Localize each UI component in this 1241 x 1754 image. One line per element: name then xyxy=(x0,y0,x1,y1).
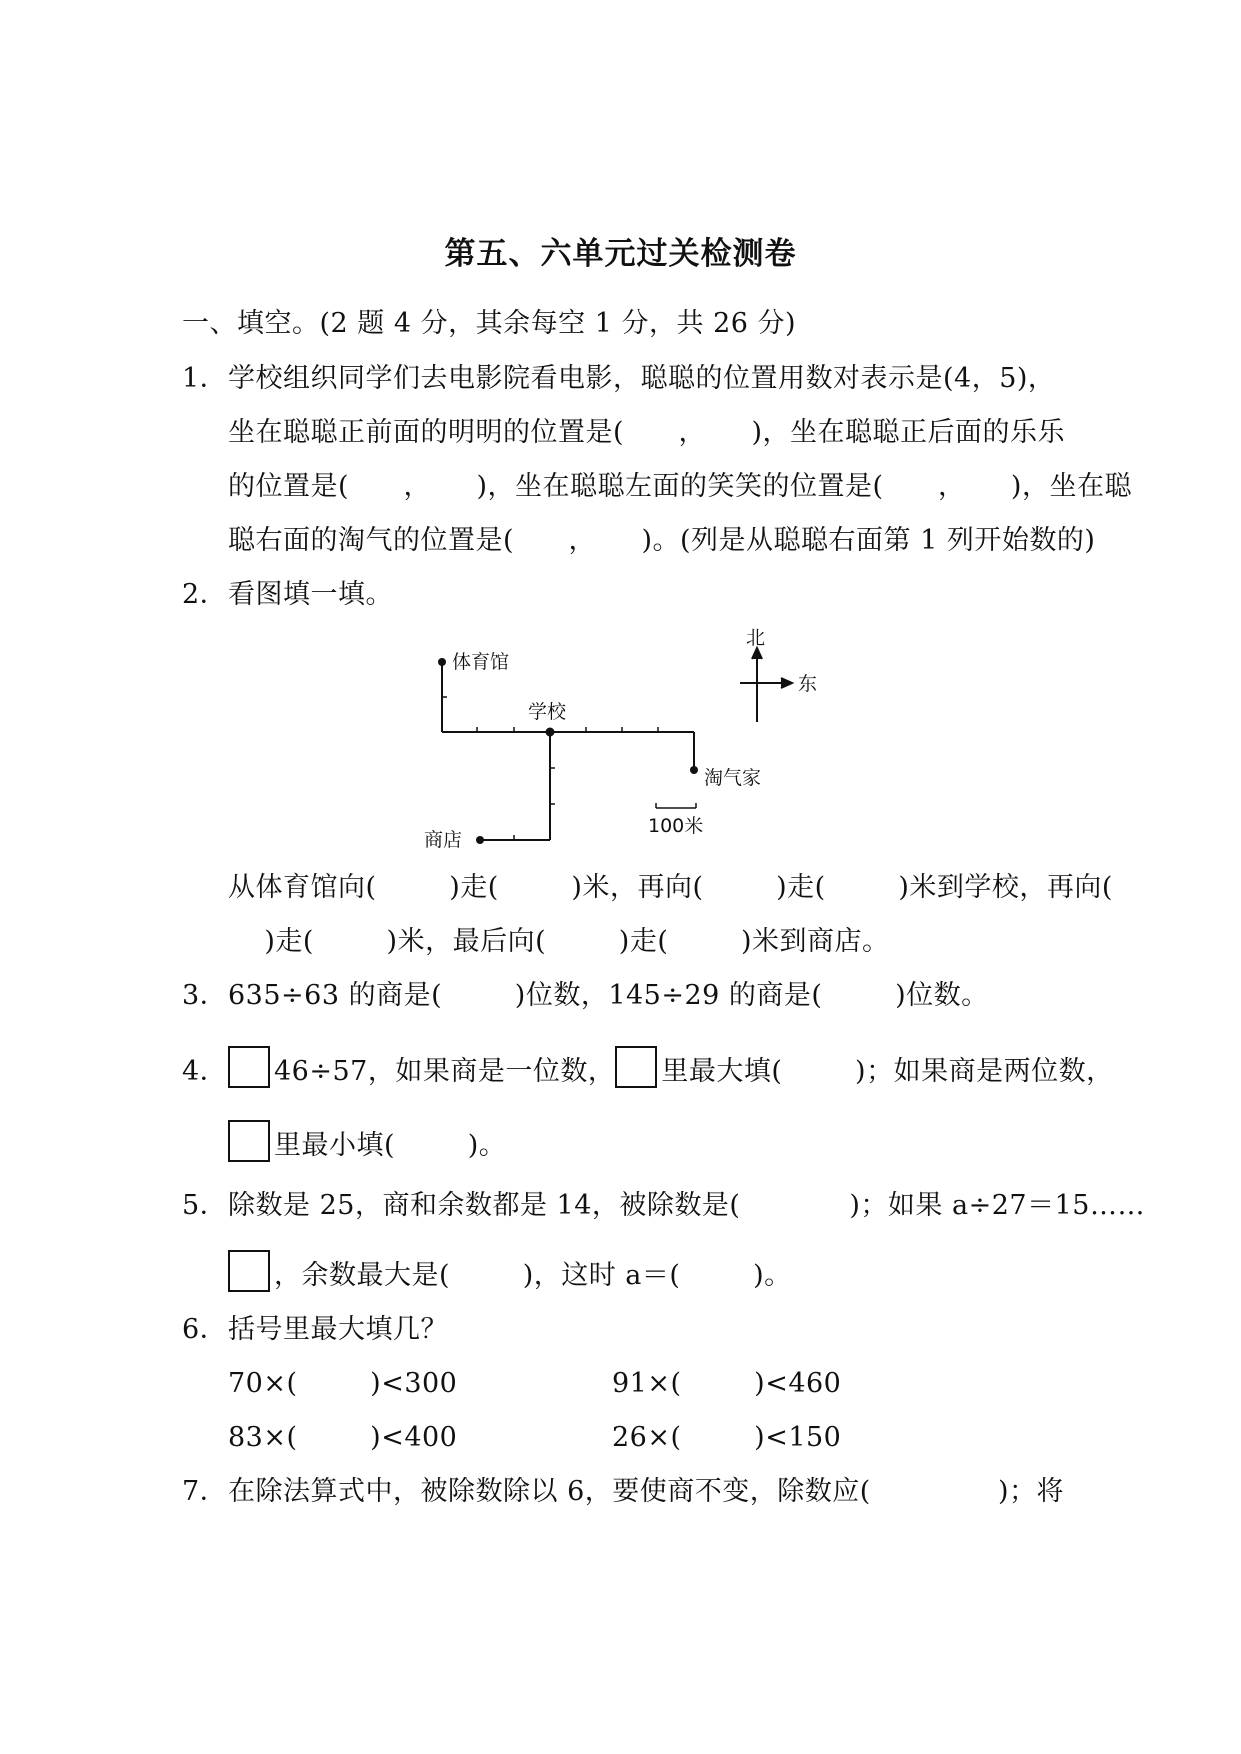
question-3-text: 635÷63 的商是( )位数，145÷29 的商是( )位数。 xyxy=(228,980,989,1011)
blank-box xyxy=(228,1250,270,1292)
school-label: 学校 xyxy=(528,701,567,723)
question-4-line-1 xyxy=(182,1046,1114,1090)
question-7-number: 7． xyxy=(182,1476,228,1507)
question-5-line-1 xyxy=(182,1188,1145,1224)
question-4-number: 4． xyxy=(182,1056,228,1087)
blank-box xyxy=(228,1120,270,1162)
east-label: 东 xyxy=(798,673,818,695)
question-7-text: 在除法算式中，被除数除以 6，要使商不变，除数应( )；将 xyxy=(228,1476,1064,1507)
section-heading: 一、填空。(2 题 4 分，其余每空 1 分，共 26 分) xyxy=(182,308,797,339)
question-2-fill-line-1: 从体育馆向( )走( )米，再向( )走( )米到学校，再向( xyxy=(228,872,1113,903)
question-1-number: 1． xyxy=(182,363,228,394)
scale-bar xyxy=(656,803,696,808)
shop-label: 商店 xyxy=(424,829,463,851)
direction-map xyxy=(420,622,860,862)
page-title: 第五、六单元过关检测卷 xyxy=(444,236,797,272)
question-1-line-3: 的位置是( ， )，坐在聪聪左面的笑笑的位置是( ， )，坐在聪 xyxy=(228,471,1132,502)
question-6-item-2: 91×( )<460 xyxy=(612,1368,842,1399)
question-1-line-1 xyxy=(182,361,1055,397)
question-4-text-2: 里最大填( )；如果商是两位数， xyxy=(661,1056,1114,1087)
question-1-line-2: 坐在聪聪正前面的明明的位置是( ， )，坐在聪聪正后面的乐乐 xyxy=(228,417,1065,448)
question-4-text-1: 46÷57，如果商是一位数， xyxy=(274,1056,616,1087)
question-1-text-1: 学校组织同学们去电影院看电影，聪聪的位置用数对表示是(4，5)， xyxy=(228,363,1056,394)
gym-dot xyxy=(438,658,446,666)
scale-label: 100米 xyxy=(648,815,704,837)
question-4-line-2 xyxy=(228,1120,506,1164)
school-dot xyxy=(546,728,555,737)
north-label: 北 xyxy=(746,627,766,649)
question-4-text-3: 里最小填( )。 xyxy=(274,1130,507,1161)
question-7-line xyxy=(182,1474,1064,1510)
question-6-text: 括号里最大填几？ xyxy=(228,1314,448,1345)
question-1-line-4: 聪右面的淘气的位置是( ， )。(列是从聪聪右面第 1 列开始数的) xyxy=(228,525,1096,556)
question-6-line xyxy=(182,1312,448,1348)
question-2-text: 看图填一填。 xyxy=(228,579,393,610)
question-2-fill-line-2: )走( )米，最后向( )走( )米到商店。 xyxy=(228,926,890,957)
question-3-line xyxy=(182,978,989,1014)
question-2-number: 2． xyxy=(182,579,228,610)
question-5-text-1: 除数是 25，商和余数都是 14，被除数是( )；如果 a÷27＝15…… xyxy=(228,1190,1145,1221)
home-dot xyxy=(690,766,698,774)
blank-box xyxy=(228,1046,270,1088)
compass xyxy=(740,648,792,722)
question-5-line-2 xyxy=(228,1250,792,1294)
gym-label: 体育馆 xyxy=(452,651,510,673)
question-6-number: 6． xyxy=(182,1314,228,1345)
question-2-line xyxy=(182,577,393,613)
home-label: 淘气家 xyxy=(704,767,762,789)
blank-box xyxy=(615,1046,657,1088)
question-5-number: 5． xyxy=(182,1190,228,1221)
shop-dot xyxy=(476,836,484,844)
question-6-item-3: 83×( )<400 xyxy=(228,1422,458,1453)
question-6-item-4: 26×( )<150 xyxy=(612,1422,842,1453)
question-3-number: 3． xyxy=(182,980,228,1011)
question-6-item-1: 70×( )<300 xyxy=(228,1368,458,1399)
question-5-text-2: ，余数最大是( )，这时 a＝( )。 xyxy=(274,1260,792,1291)
